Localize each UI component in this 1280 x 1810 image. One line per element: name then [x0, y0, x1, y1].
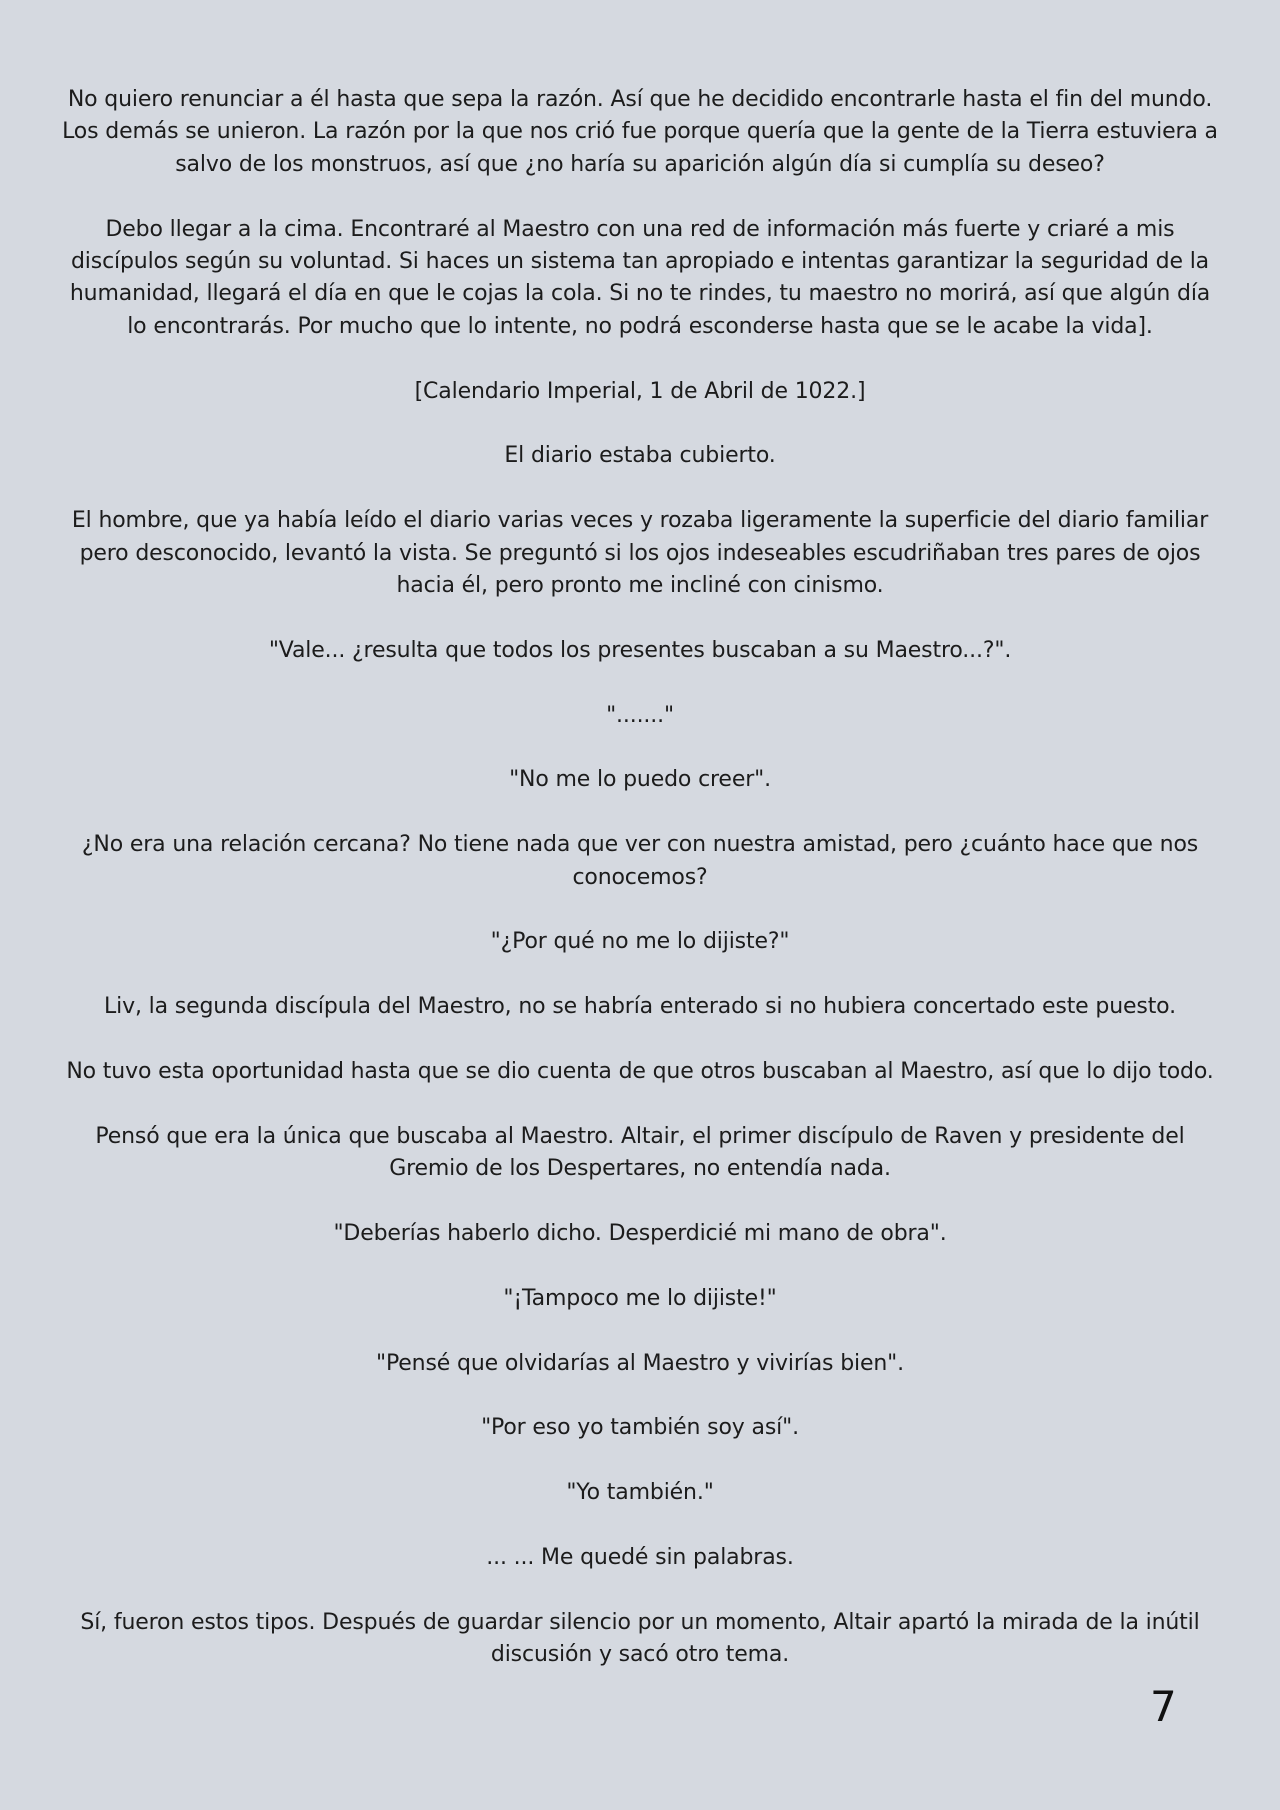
- paragraph: "¿Por qué no me lo dijiste?": [490, 929, 790, 955]
- paragraph: ¿No era una relación cercana? No tiene nada que ver con nuestra amistad, pero ¿cuánto hace que nos conocemos?: [81, 832, 1199, 890]
- page-text: [62, 84, 1218, 1704]
- paragraph: "No me lo puedo creer".: [509, 767, 771, 793]
- paragraph: No tuvo esta oportunidad hasta que se dio cuenta de que otros buscaban al Maestro, así que lo dijo todo.: [66, 1059, 1214, 1085]
- paragraph: [Calendario Imperial, 1 de Abril de 1022.]: [414, 378, 866, 404]
- paragraph: Debo llegar a la cima. Encontraré al Maestro con una red de información más fuerte y criaré a mis discípulos según su voluntad. Si haces un sistema tan apropiado e intentas garantizar la seguridad de la humanidad, llegará el día en que le cojas la cola. Si no te rindes, tu maestro no morirá, así que algún día lo encontrarás. Por mucho que lo intente, no podrá esconderse hasta que se le acabe la vida].: [69, 216, 1211, 339]
- paragraph: "Vale... ¿resulta que todos los presentes buscaban a su Maestro...?".: [268, 637, 1012, 663]
- paragraph: ... ... Me quedé sin palabras.: [486, 1545, 794, 1570]
- paragraph: Pensó que era la única que buscaba al Maestro. Altair, el primer discípulo de Raven y presidente del Gremio de los Despertares, no entendía nada.: [95, 1123, 1185, 1182]
- paragraph: Liv, la segunda discípula del Maestro, no se habría enterado si no hubiera concertado este puesto.: [104, 994, 1176, 1020]
- page-number: 7: [1150, 1682, 1177, 1731]
- paragraph: "Deberías haberlo dicho. Desperdicié mi mano de obra".: [333, 1221, 947, 1247]
- paragraph: ".......": [606, 702, 674, 728]
- paragraph: "Por eso yo también soy así".: [481, 1415, 799, 1441]
- paragraph: El hombre, que ya había leído el diario varias veces y rozaba ligeramente la superficie del diario familiar pero desconocido, levantó la vista. Se preguntó si los ojos indeseables escudriñaban tres pares de ojos hacia él, pero pronto me incliné con cinismo.: [71, 508, 1209, 599]
- paragraph: "Yo también.": [566, 1480, 714, 1506]
- paragraph: No quiero renunciar a él hasta que sepa la razón. Así que he decidido encontrarle hasta el fin del mundo. Los demás se unieron. La razón por la que nos crió fue porque quería que la gente de la Tierra estuviera a salvo de los monstruos, así que ¿no haría su aparición algún día si cumplía su deseo?: [62, 87, 1218, 177]
- paragraph: Sí, fueron estos tipos. Después de guardar silencio por un momento, Altair apartó la mirada de la inútil discusión y sacó otro tema.: [80, 1609, 1200, 1668]
- paragraph: El diario estaba cubierto.: [504, 443, 776, 469]
- paragraph: "¡Tampoco me lo dijiste!": [503, 1285, 777, 1311]
- paragraph: "Pensé que olvidarías al Maestro y vivirías bien".: [376, 1350, 904, 1376]
